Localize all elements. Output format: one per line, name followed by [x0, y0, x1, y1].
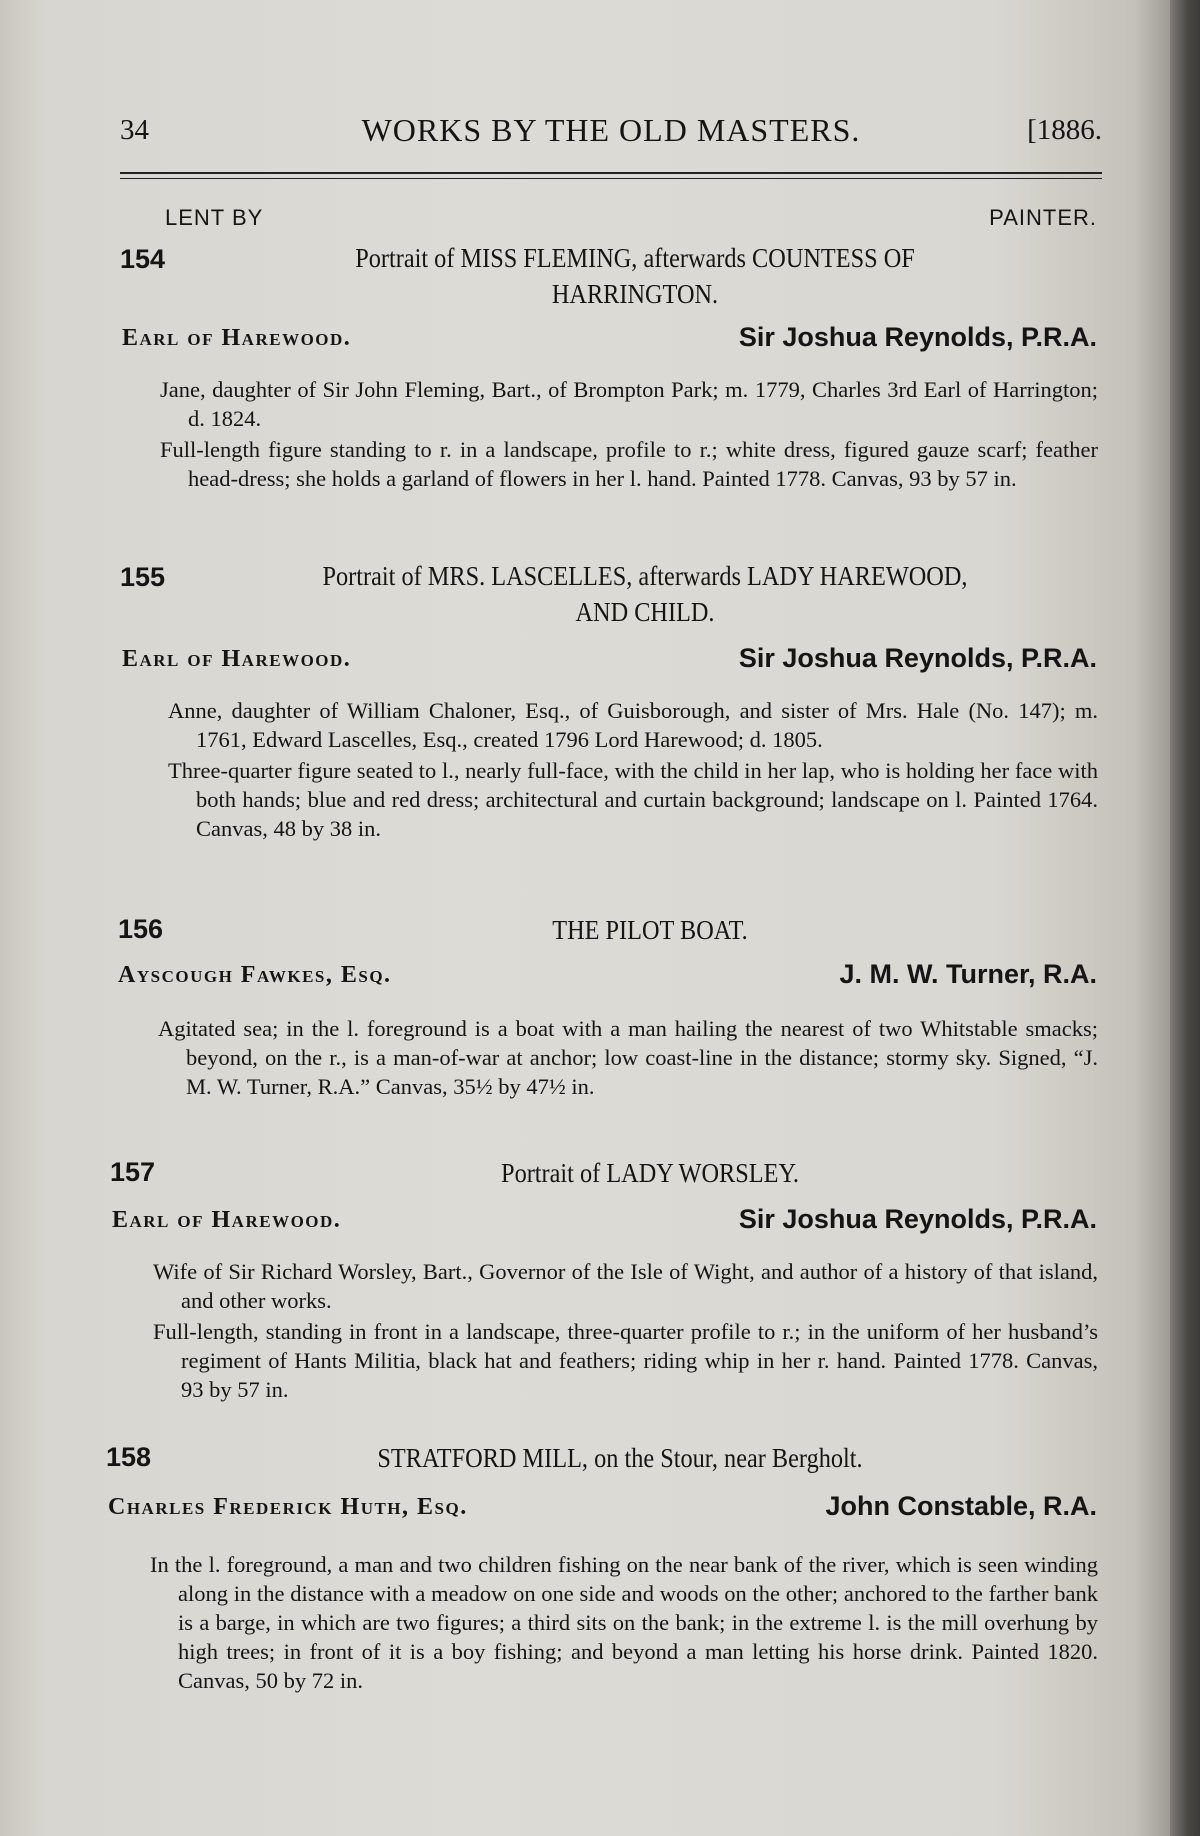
header-rule-top	[120, 172, 1102, 174]
entry-number: 155	[120, 562, 166, 592]
lender: Ayscough Fawkes, Esq.	[118, 962, 392, 988]
entry-title	[269, 1440, 971, 1476]
entry-number: 154	[120, 244, 166, 274]
lender: Charles Frederick Huth, Esq.	[108, 1494, 468, 1520]
lender: Earl of Harewood.	[122, 325, 352, 351]
header-rule-bottom	[120, 178, 1102, 179]
entry-title-line: AND CHILD.	[575, 597, 715, 627]
entry-number: 157	[110, 1157, 156, 1187]
entry-title-line: Portrait of LADY WORSLEY.	[501, 1158, 799, 1188]
book-edge	[1170, 0, 1200, 1836]
column-labels	[135, 205, 1097, 235]
description-paragraph: Agitated sea; in the l. foreground is a boat with a man hailing the nearest of two Whitstable smacks; beyond, on the r., is a man-of-war at anchor; low coast-line in the distance; stormy sky. Signed, “J. M. W. Turner, R.A.” Canvas, 35½ by 47½ in.	[158, 1016, 1098, 1099]
year-marker: [1886.	[1027, 114, 1102, 146]
entry-description	[168, 696, 1098, 845]
entry-number: 158	[106, 1442, 152, 1472]
painter-name: John Constable, R.A.	[825, 1491, 1097, 1521]
description-paragraph: Wife of Sir Richard Worsley, Bart., Governor of the Isle of Wight, and author of a history of that island, and other works.	[153, 1259, 1098, 1313]
entry-title-line: Portrait of MISS FLEMING, afterwards COUNTESS OF	[355, 243, 915, 273]
painter-name: Sir Joshua Reynolds, P.R.A.	[738, 1204, 1097, 1234]
lent-by-label: LENT BY	[165, 205, 264, 230]
painter-name: J. M. W. Turner, R.A.	[839, 959, 1097, 989]
description-paragraph: Full-length, standing in front in a landscape, three-quarter profile to r.; in the uniform of her husband’s regiment of Hants Militia, black hat and feathers; riding whip in her r. hand. Painted 1778. Canvas, 93 by 57 in.	[153, 1319, 1098, 1402]
description-paragraph: Full-length figure standing to r. in a landscape, profile to r.; white dress, figured gauze scarf; feather head-dress; she holds a garland of flowers in her l. hand. Painted 1778. Canvas, 93 by 57 in.	[160, 437, 1098, 491]
entry-title	[240, 558, 1050, 630]
entry-title-line: THE PILOT BOAT.	[552, 915, 748, 945]
painter-label: PAINTER.	[989, 205, 1097, 230]
entry-description	[160, 375, 1098, 495]
running-title: WORKS BY THE OLD MASTERS.	[361, 112, 861, 148]
entry-title-line: HARRINGTON.	[551, 279, 719, 309]
entry-title	[335, 1155, 965, 1191]
entry-description	[158, 1014, 1098, 1103]
page-number: 34	[120, 114, 149, 146]
description-paragraph: Three-quarter figure seated to l., nearly full-face, with the child in her lap, who is holding her face with both hands; blue and red dress; architectural and curtain background; landscape on l. Painted 1764. Canvas, 48 by 38 in.	[168, 758, 1098, 841]
entry-title	[275, 240, 995, 312]
lender: Earl of Harewood.	[112, 1207, 342, 1233]
entry-title-line: Portrait of MRS. LASCELLES, afterwards LADY HAREWOOD,	[322, 561, 968, 591]
lender: Earl of Harewood.	[122, 646, 352, 672]
painter-name: Sir Joshua Reynolds, P.R.A.	[738, 322, 1097, 352]
description-paragraph: Jane, daughter of Sir John Fleming, Bart., of Brompton Park; m. 1779, Charles 3rd Earl of Harrington; d. 1824.	[160, 377, 1098, 431]
entry-description	[150, 1550, 1098, 1697]
entry-title-line: STRATFORD MILL, on the Stour, near Bergholt.	[377, 1443, 863, 1473]
page-header	[120, 110, 1102, 160]
entry-title	[335, 912, 965, 948]
painter-name: Sir Joshua Reynolds, P.R.A.	[738, 643, 1097, 673]
entry-description	[153, 1257, 1098, 1406]
entry-number: 156	[118, 914, 164, 944]
description-paragraph: Anne, daughter of William Chaloner, Esq., of Guisborough, and sister of Mrs. Hale (No. 147); m. 1761, Edward Lascelles, Esq., created 1796 Lord Harewood; d. 1805.	[168, 698, 1098, 752]
description-paragraph: In the l. foreground, a man and two children fishing on the near bank of the river, which is seen winding along in the distance with a meadow on one side and woods on the other; anchored to the farther bank is a barge, in which are two figures; a third sits on the bank; in the extreme l. is the mill overhung by high trees; in front of it is a boy fishing; and beyond a man letting his horse drink. Painted 1820. Canvas, 50 by 72 in.	[150, 1552, 1098, 1693]
